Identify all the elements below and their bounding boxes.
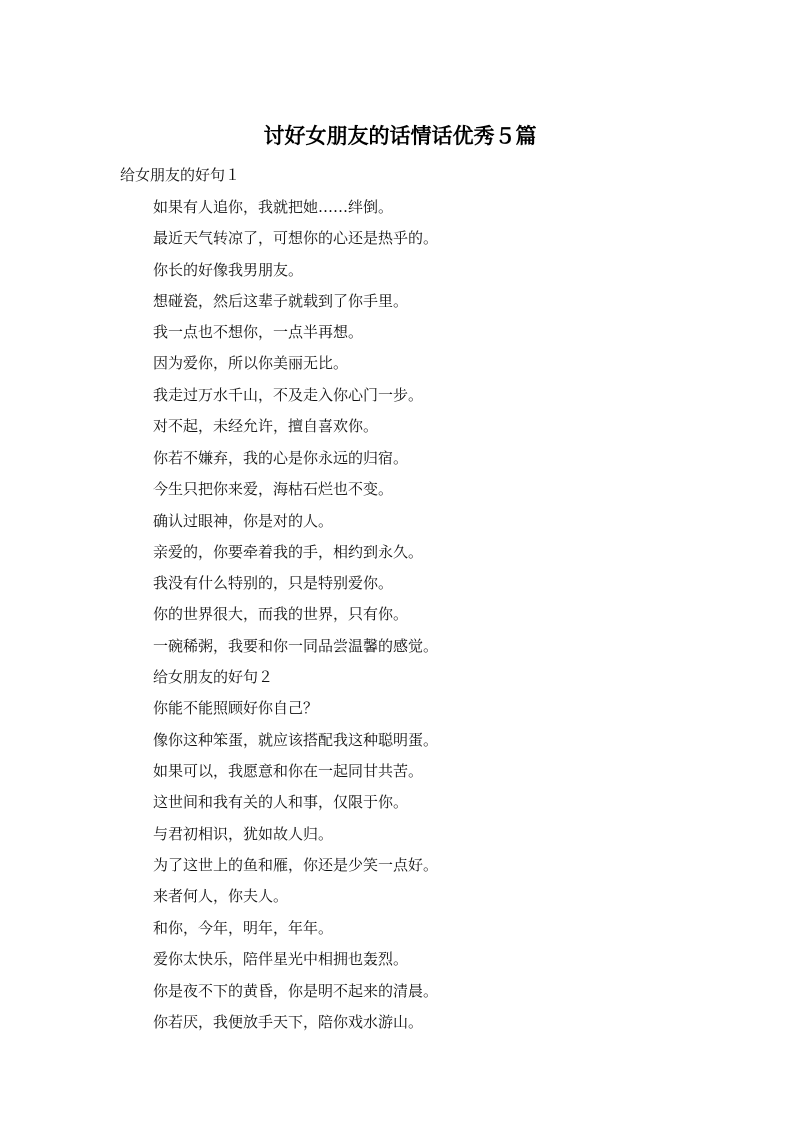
text-line: 来者何人，你夫人。 [153,887,289,905]
text-line: 我走过万水千山，不及走入你心门一步。 [153,386,424,404]
text-line: 和你，今年，明年，年年。 [153,919,334,937]
section-heading-2: 给女朋友的好句２ [153,668,274,686]
text-line: 今生只把你来爱，海枯石烂也不变。 [153,480,394,498]
text-line: 想碰瓷，然后这辈子就载到了你手里。 [153,292,409,310]
text-line: 你能不能照顾好你自己？ [153,699,319,717]
text-line: 爱你太快乐，陪伴星光中相拥也轰烈。 [153,950,409,968]
text-line: 你若厌，我便放手天下，陪你戏水游山。 [153,1013,424,1031]
text-line: 我没有什么特别的，只是特别爱你。 [153,574,394,592]
section-heading-1: 给女朋友的好句１ [120,166,241,184]
text-line: 与君初相识，犹如故人归。 [153,825,334,843]
text-line: 最近天气转凉了，可想你的心还是热乎的。 [153,229,439,247]
text-line: 你长的好像我男朋友。 [153,261,304,279]
text-line: 像你这种笨蛋，就应该搭配我这种聪明蛋。 [153,731,439,749]
text-line: 确认过眼神，你是对的人。 [153,512,334,530]
text-line: 对不起，未经允许，擅自喜欢你。 [153,417,379,435]
text-line: 我一点也不想你，一点半再想。 [153,323,364,341]
text-line: 你的世界很大，而我的世界，只有你。 [153,605,409,623]
text-line: 如果有人追你，我就把她……绊倒。 [153,198,394,216]
text-line: 这世间和我有关的人和事，仅限于你。 [153,793,409,811]
text-line: 为了这世上的鱼和雁，你还是少笑一点好。 [153,856,439,874]
text-line: 你是夜不下的黄昏，你是明不起来的清晨。 [153,982,439,1000]
document-title: 讨好女朋友的话情话优秀５篇 [263,124,537,148]
text-line: 因为爱你，所以你美丽无比。 [153,354,349,372]
text-line: 亲爱的，你要牵着我的手，相约到永久。 [153,543,424,561]
text-line: 如果可以，我愿意和你在一起同甘共苦。 [153,762,424,780]
text-line: 你若不嫌弃，我的心是你永远的归宿。 [153,449,409,467]
text-line: 一碗稀粥，我要和你一同品尝温馨的感觉。 [153,637,439,655]
